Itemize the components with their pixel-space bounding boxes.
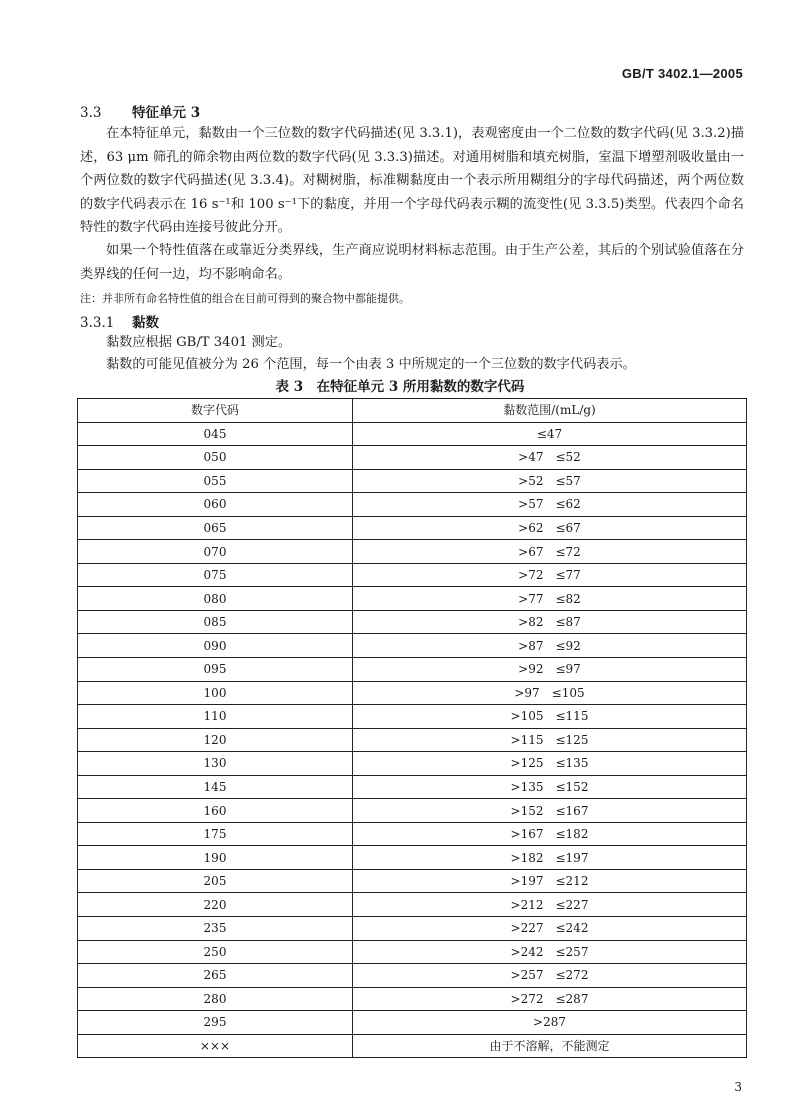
standard-code: GB/T 3402.1—2005 bbox=[621, 66, 743, 81]
range-cell: >82 ≤87 bbox=[353, 610, 747, 634]
table-row bbox=[78, 563, 747, 587]
table-row bbox=[78, 822, 747, 846]
table-row bbox=[78, 681, 747, 705]
code-cell: ××× bbox=[78, 1034, 353, 1058]
code-cell: 220 bbox=[78, 893, 353, 917]
code-cell: 250 bbox=[78, 940, 353, 964]
section-title: 黏数 bbox=[132, 315, 159, 331]
range-cell: >92 ≤97 bbox=[353, 658, 747, 682]
code-cell: 295 bbox=[78, 1011, 353, 1035]
code-cell: 160 bbox=[78, 799, 353, 823]
table-row bbox=[78, 775, 747, 799]
table-row bbox=[78, 705, 747, 729]
note: 注：并非所有命名特性值的组合在目前可得到的聚合物中都能提供。 bbox=[80, 292, 410, 305]
range-cell: >197 ≤212 bbox=[353, 869, 747, 893]
range-cell: >227 ≤242 bbox=[353, 917, 747, 941]
range-cell: >67 ≤72 bbox=[353, 540, 747, 564]
range-cell: >152 ≤167 bbox=[353, 799, 747, 823]
table-row bbox=[78, 422, 747, 446]
table-row bbox=[78, 1011, 747, 1035]
range-cell: >97 ≤105 bbox=[353, 681, 747, 705]
viscosity-code-table bbox=[77, 398, 747, 1058]
table-row bbox=[78, 446, 747, 470]
range-cell: >242 ≤257 bbox=[353, 940, 747, 964]
table-header-row bbox=[78, 399, 747, 423]
code-cell: 145 bbox=[78, 775, 353, 799]
range-cell: >62 ≤67 bbox=[353, 516, 747, 540]
range-cell: >77 ≤82 bbox=[353, 587, 747, 611]
range-cell: >212 ≤227 bbox=[353, 893, 747, 917]
table-row bbox=[78, 869, 747, 893]
section-paragraph: 如果一个特性值落在或靠近分类界线，生产商应说明材料标志范围。由于生产公差，其后的个别试验值落在分类界线的任何一边，均不影响命名。 bbox=[80, 243, 744, 282]
section-number: 3.3 bbox=[80, 105, 102, 121]
section-heading-3-3-1 bbox=[80, 311, 159, 331]
table-row bbox=[78, 1034, 747, 1058]
table-header-cell: 黏数范围/(mL/g) bbox=[353, 399, 747, 423]
code-cell: 085 bbox=[78, 610, 353, 634]
table-row bbox=[78, 846, 747, 870]
code-cell: 060 bbox=[78, 493, 353, 517]
code-cell: 110 bbox=[78, 705, 353, 729]
table-row bbox=[78, 634, 747, 658]
code-cell: 205 bbox=[78, 869, 353, 893]
code-cell: 190 bbox=[78, 846, 353, 870]
range-cell: >182 ≤197 bbox=[353, 846, 747, 870]
table-row bbox=[78, 799, 747, 823]
range-cell: >167 ≤182 bbox=[353, 822, 747, 846]
section-title: 特征单元 3 bbox=[132, 105, 201, 121]
section-paragraph: 黏数的可能见值被分为 26 个范围，每一个由表 3 中所规定的一个三位数的数字代码表示。 bbox=[106, 357, 636, 372]
range-cell: >257 ≤272 bbox=[353, 964, 747, 988]
range-cell: >272 ≤287 bbox=[353, 987, 747, 1011]
table-row bbox=[78, 493, 747, 517]
section-heading-3-3 bbox=[80, 101, 200, 121]
code-cell: 265 bbox=[78, 964, 353, 988]
range-cell: >87 ≤92 bbox=[353, 634, 747, 658]
code-cell: 280 bbox=[78, 987, 353, 1011]
code-cell: 075 bbox=[78, 563, 353, 587]
table-row bbox=[78, 469, 747, 493]
table-row bbox=[78, 610, 747, 634]
code-cell: 100 bbox=[78, 681, 353, 705]
code-cell: 175 bbox=[78, 822, 353, 846]
section-number: 3.3.1 bbox=[80, 315, 115, 331]
code-cell: 045 bbox=[78, 422, 353, 446]
table-title: 表 3 在特征单元 3 所用黏数的数字代码 bbox=[275, 379, 525, 395]
range-cell: >287 bbox=[353, 1011, 747, 1035]
range-cell: >125 ≤135 bbox=[353, 752, 747, 776]
table-header-cell: 数字代码 bbox=[78, 399, 353, 423]
code-cell: 055 bbox=[78, 469, 353, 493]
code-cell: 070 bbox=[78, 540, 353, 564]
table-row bbox=[78, 964, 747, 988]
table-row bbox=[78, 940, 747, 964]
code-cell: 120 bbox=[78, 728, 353, 752]
range-cell: 由于不溶解，不能测定 bbox=[353, 1034, 747, 1058]
table-row bbox=[78, 540, 747, 564]
code-cell: 095 bbox=[78, 658, 353, 682]
range-cell: >52 ≤57 bbox=[353, 469, 747, 493]
code-cell: 235 bbox=[78, 917, 353, 941]
range-cell: >47 ≤52 bbox=[353, 446, 747, 470]
page-number: 3 bbox=[734, 1080, 742, 1094]
code-cell: 090 bbox=[78, 634, 353, 658]
table-row bbox=[78, 516, 747, 540]
range-cell: >115 ≤125 bbox=[353, 728, 747, 752]
table-row bbox=[78, 987, 747, 1011]
code-cell: 050 bbox=[78, 446, 353, 470]
range-cell: >135 ≤152 bbox=[353, 775, 747, 799]
section-paragraph: 在本特征单元，黏数由一个三位数的数字代码描述(见 3.3.1)，表观密度由一个二位数的数字代码(见 3.3.2)描述，63 μm 筛孔的筛余物由两位数的数字代码(见 3.3.3)描述。对通用树脂和填充树脂，室温下增塑剂吸收量由一个两位数的数字代码描述(见 3.3.4)。对糊树脂，标准糊黏度由一个表示所用糊组分的字母代码描述，两个两位数的数字代码表示在 16 s⁻¹和 100 s⁻¹下的黏度，并用一个字母代码表示糊的流变性(见 3.3.5)类型。代表四个命名特性的数字代码由连接号彼此分开。 bbox=[80, 126, 744, 235]
range-cell: ≤47 bbox=[353, 422, 747, 446]
table-body bbox=[78, 422, 747, 1058]
table-row bbox=[78, 752, 747, 776]
table-row bbox=[78, 658, 747, 682]
table-row bbox=[78, 917, 747, 941]
range-cell: >57 ≤62 bbox=[353, 493, 747, 517]
table-row bbox=[78, 893, 747, 917]
code-cell: 065 bbox=[78, 516, 353, 540]
range-cell: >72 ≤77 bbox=[353, 563, 747, 587]
table-row bbox=[78, 728, 747, 752]
section-paragraph: 黏数应根据 GB/T 3401 测定。 bbox=[106, 335, 292, 350]
table-row bbox=[78, 587, 747, 611]
code-cell: 130 bbox=[78, 752, 353, 776]
code-cell: 080 bbox=[78, 587, 353, 611]
range-cell: >105 ≤115 bbox=[353, 705, 747, 729]
